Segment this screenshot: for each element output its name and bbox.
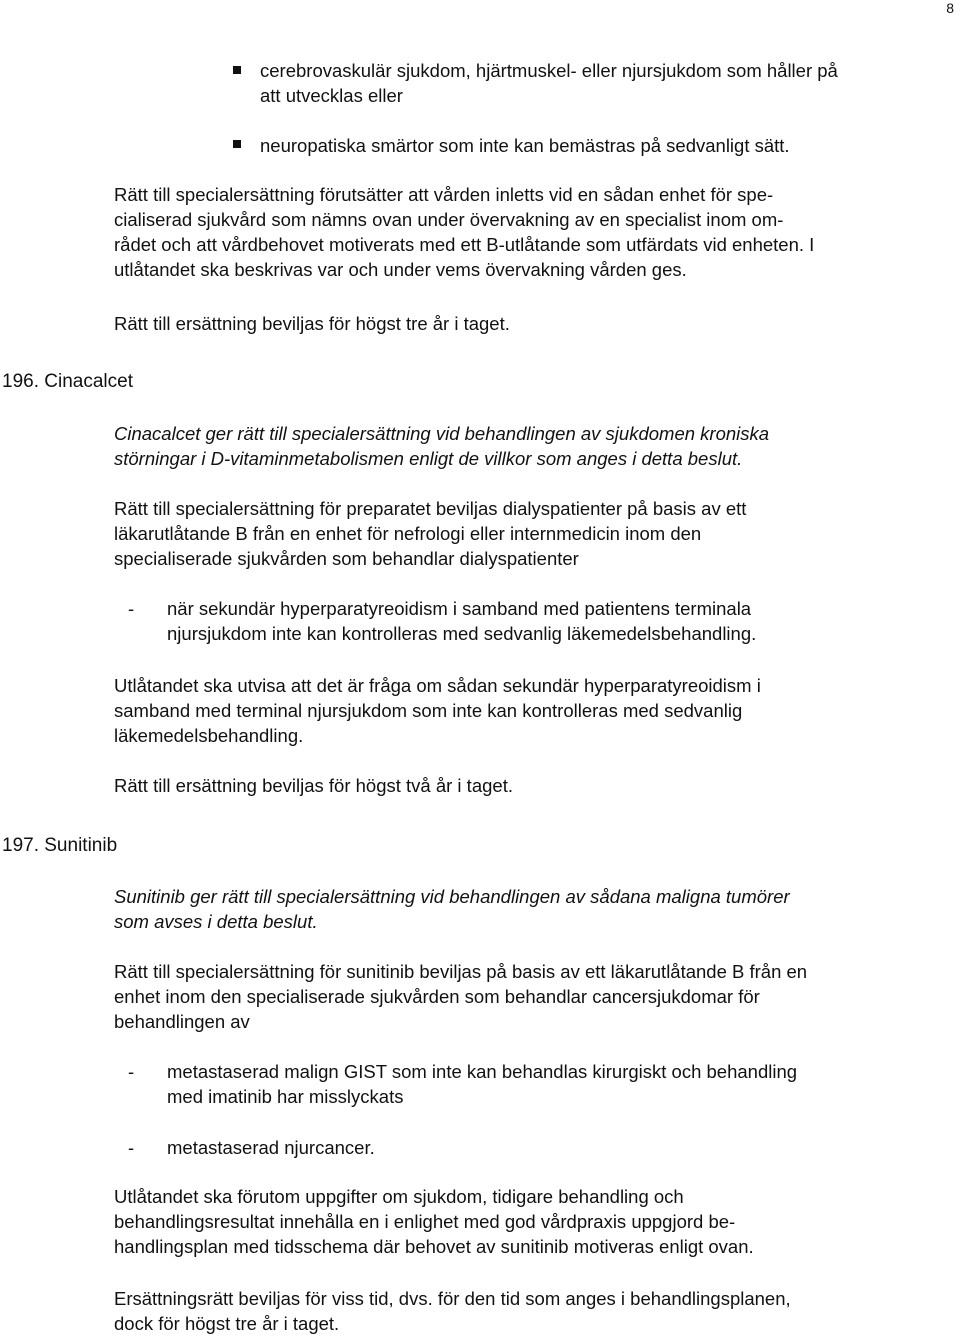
section-197-italic-paragraph: [114, 884, 790, 934]
text-line: metastaserad njurcancer.: [167, 1137, 375, 1158]
square-bullet-icon: [233, 66, 241, 74]
bullet-item: [260, 133, 790, 158]
text-line: utlåtandet ska beskrivas var och under vems övervakning vården ges.: [114, 259, 687, 280]
text-line: som avses i detta beslut.: [114, 911, 318, 932]
text-line: Rätt till ersättning beviljas för högst två år i taget.: [114, 775, 513, 796]
square-bullet-icon: [233, 140, 241, 148]
text-line: Utlåtandet ska förutom uppgifter om sjukdom, tidigare behandling och: [114, 1186, 684, 1207]
bullet-line: att utvecklas eller: [260, 85, 403, 106]
text-line: rådet och att vårdbehovet motiverats med ett B-utlåtande som utfärdats vid enheten. I: [114, 234, 815, 255]
text-line: Rätt till specialersättning förutsätter att vården inletts vid en sådan enhet för spe-: [114, 184, 774, 205]
intro-paragraph: [114, 182, 814, 282]
section-196-limit: [114, 773, 513, 798]
dash-marker: -: [128, 598, 135, 619]
section-196-dash-item: [167, 596, 756, 646]
text-line: läkemedelsbehandling.: [114, 725, 304, 746]
section-heading-197: 197. Sunitinib: [2, 835, 118, 856]
text-line: Rätt till specialersättning för sunitinib beviljas på basis av ett läkarutlåtande B från en: [114, 961, 808, 982]
text-line: Sunitinib ger rätt till specialersättning vid behandlingen av sådana maligna tumörer: [114, 886, 790, 907]
section-197-dash-item: [167, 1135, 375, 1160]
text-line: behandlingen av: [114, 1011, 250, 1032]
section-heading-196: 196. Cinacalcet: [2, 371, 133, 392]
section-197-dash-item: [167, 1059, 797, 1109]
text-line: samband med terminal njursjukdom som inte kan kontrolleras med sedvanlig: [114, 700, 743, 721]
text-line: läkarutlåtande B från en enhet för nefrologi eller internmedicin inom den: [114, 523, 702, 544]
text-line: Utlåtandet ska utvisa att det är fråga om sådan sekundär hyperparatyreoidism i: [114, 675, 761, 696]
text-line: Rätt till ersättning beviljas för högst tre år i taget.: [114, 313, 510, 334]
text-line: störningar i D-vitaminmetabolismen enligt de villkor som anges i detta beslut.: [114, 448, 743, 469]
text-line: när sekundär hyperparatyreoidism i samband med patientens terminala: [167, 598, 752, 619]
text-line: Rätt till specialersättning för preparatet beviljas dialyspatienter på basis av ett: [114, 498, 747, 519]
bullet-item: [260, 58, 838, 108]
text-line: cialiserad sjukvård som nämns ovan under övervakning av en specialist inom om-: [114, 209, 784, 230]
text-line: metastaserad malign GIST som inte kan behandlas kirurgiskt och behandling: [167, 1061, 798, 1082]
text-line: specialiserade sjukvården som behandlar dialyspatienter: [114, 548, 579, 569]
text-line: Cinacalcet ger rätt till specialersättning vid behandlingen av sjukdomen kroniska: [114, 423, 770, 444]
text-line: dock för högst tre år i taget.: [114, 1313, 340, 1334]
dash-marker: -: [128, 1061, 135, 1082]
section-196-paragraph-2: [114, 673, 761, 748]
bullet-line: neuropatiska smärtor som inte kan bemästras på sedvanligt sätt.: [260, 135, 790, 156]
page-number: 8: [946, 0, 954, 16]
section-197-paragraph-2: [114, 1184, 754, 1259]
text-line: Ersättningsrätt beviljas för viss tid, dvs. för den tid som anges i behandlingsplanen,: [114, 1288, 791, 1309]
section-197-paragraph-3: [114, 1286, 791, 1336]
text-line: med imatinib har misslyckats: [167, 1086, 404, 1107]
bullet-line: cerebrovaskulär sjukdom, hjärtmuskel- eller njursjukdom som håller på: [260, 60, 838, 81]
text-line: enhet inom den specialiserade sjukvården som behandlar cancersjukdomar för: [114, 986, 760, 1007]
section-196-paragraph-1: [114, 496, 746, 571]
text-line: handlingsplan med tidsschema där behovet av sunitinib motiveras enligt ovan.: [114, 1236, 754, 1257]
text-line: njursjukdom inte kan kontrolleras med sedvanlig läkemedelsbehandling.: [167, 623, 757, 644]
section-196-italic-paragraph: [114, 421, 769, 471]
section-197-paragraph-1: [114, 959, 807, 1034]
intro-limit: [114, 311, 510, 336]
dash-marker: -: [128, 1137, 135, 1158]
text-line: behandlingsresultat innehålla en i enlighet med god vårdpraxis uppgjord be-: [114, 1211, 736, 1232]
